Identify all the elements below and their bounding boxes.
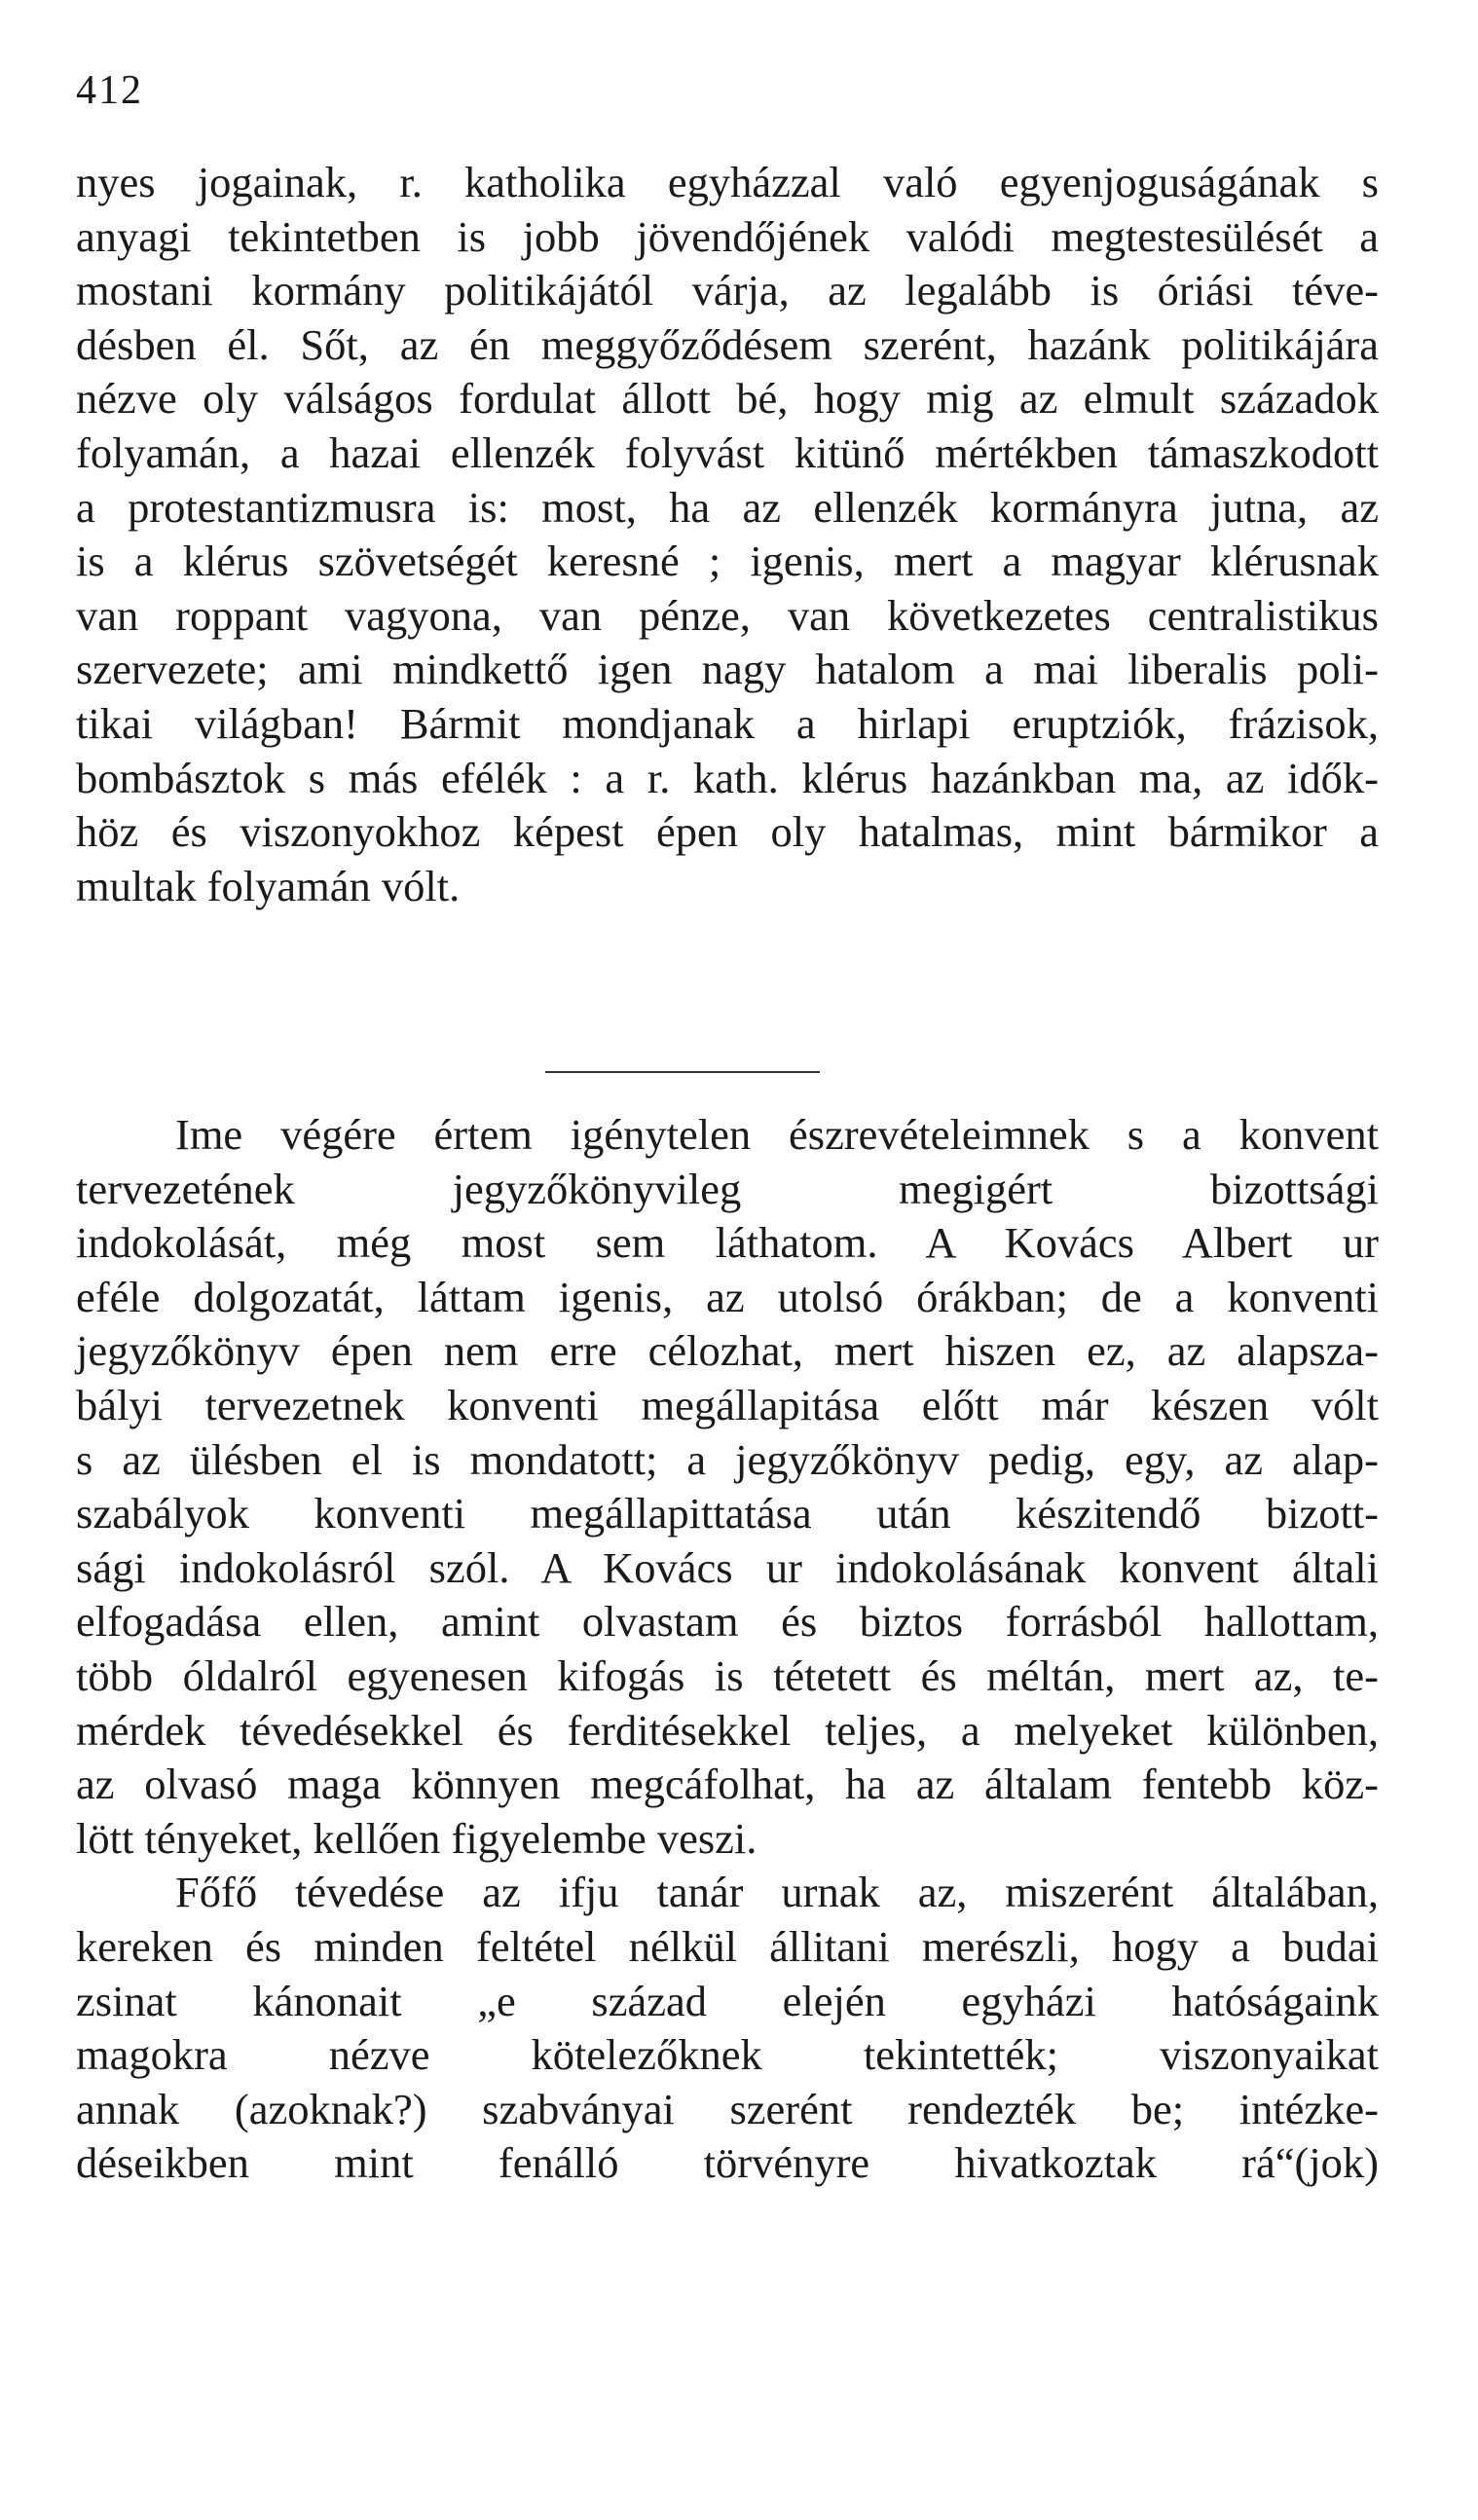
text-line: sági indokolásról szól. A Kovács ur indokolásának konvent általi [76, 1542, 1379, 1592]
text-line: nyes jogainak, r. katholika egyházzal való egyenjoguságának s [76, 158, 1379, 206]
text-line: kereken és minden feltétel nélkül állitani merészli, hogy a budai [76, 1921, 1379, 1971]
text-line: lött tényeket, kellően figyelembe veszi. [76, 1813, 757, 1863]
text-line: jegyzőkönyv épen nem erre célozhat, mert hiszen ez, az alapsza- [76, 1326, 1379, 1376]
text-line: több óldalról egyenesen kifogás is tétetett és méltán, mert az, te- [76, 1650, 1379, 1700]
text-line: szervezete; ami mindkettő igen nagy hatalom a mai liberalis poli- [76, 645, 1379, 694]
text-line: anyagi tekintetben is jobb jövendőjének valódi megtestesülését a [76, 211, 1379, 261]
text-line: folyamán, a hazai ellenzék folyvást kitünő mértékben támaszkodott [76, 427, 1379, 477]
text-line: az olvasó maga könnyen megcáfolhat, ha az általam fentebb köz- [76, 1760, 1379, 1809]
text-line: tervezetének jegyzőkönyvileg megigért bizottsági [76, 1164, 1379, 1213]
text-line: elfogadása ellen, amint olvastam és biztos forrásból hallottam, [76, 1597, 1379, 1647]
section-divider [545, 1071, 820, 1073]
text-line: mostani kormány politikájától várja, az legalább is óriási téve- [76, 266, 1379, 315]
text-line: bályi tervezetnek konventi megállapitása előtt már készen vólt [76, 1380, 1379, 1429]
text-line: höz és viszonyokhoz képest épen oly hatalmas, mint bármikor a [76, 807, 1379, 857]
text-line: désben él. Sőt, az én meggyőződésem szerént, hazánk politikájára [76, 319, 1379, 369]
paragraph-continued [76, 156, 1379, 913]
text-line: annak (azoknak?) szabványai szerént rendezték be; intézke- [76, 2084, 1379, 2133]
text-line: van roppant vagyona, van pénze, van következetes centralistikus [76, 590, 1379, 640]
text-line: szabályok konventi megállapittatása után készitendő bizott- [76, 1489, 1379, 1538]
text-line: nézve oly válságos fordulat állott bé, hogy mig az elmult századok [76, 374, 1379, 424]
text-line: s az ülésben el is mondatott; a jegyzőkönyv pedig, egy, az alap- [76, 1434, 1379, 1484]
text-line: tikai világban! Bármit mondjanak a hirlapi eruptziók, frázisok, [76, 698, 1379, 748]
text-line: indokolását, még most sem láthatom. A Kovács Albert ur [76, 1218, 1379, 1268]
text-line: a protestantizmusra is: most, ha az ellenzék kormányra jutna, az [76, 482, 1379, 532]
text-line: is a klérus szövetségét keresné ; igenis, mert a magyar klérusnak [76, 537, 1379, 586]
text-line: Főfő tévedése az ifju tanár urnak az, miszerént általában, [175, 1868, 1379, 1917]
text-line: mérdek tévedésekkel és ferditésekkel teljes, a melyeket különben, [76, 1705, 1379, 1755]
page-number: 412 [76, 68, 143, 113]
text-line: Ime végére értem igénytelen észrevételeimnek s a konvent [175, 1110, 1379, 1159]
text-line: zsinat kánonait „e század elején egyházi hatóságaink [76, 1976, 1379, 2025]
text-line: déseikben mint fenálló törvényre hivatkoztak rá“(jok) [76, 2138, 1379, 2188]
text-line: multak folyamán vólt. [76, 861, 461, 910]
text-line: magokra nézve kötelezőknek tekintették; viszonyaikat [76, 2030, 1379, 2080]
text-line: eféle dolgozatát, láttam igenis, az utolsó órákban; de a konventi [76, 1272, 1379, 1321]
paragraph-main [76, 1108, 1379, 2191]
text-line: bombásztok s más efélék : a r. kath. klérus hazánkban ma, az idők- [76, 753, 1379, 802]
